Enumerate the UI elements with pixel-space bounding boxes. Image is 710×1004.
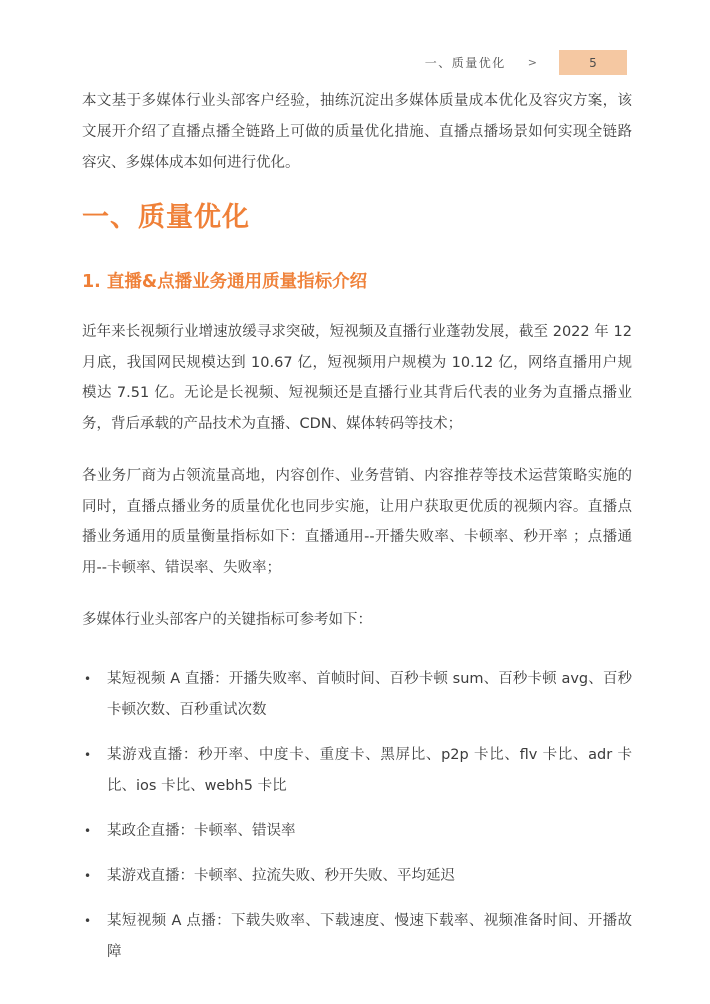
breadcrumb: 一、质量优化 [424,56,506,70]
body-paragraph: 各业务厂商为占领流量高地，内容创作、业务营销、内容推荐等技术运营策略实施的同时，直播点播业务的质量优化也同步实施，让用户获取更优质的视频内容。直播点播业务通用的质量衡量指标如下：直播通用--开播失败率、卡顿率、秒开率 ；点播通用--卡顿率、错误率、失败率； [82,468,632,576]
list-item-text: 某政企直播：卡顿率、错误率 [107,822,296,839]
body-paragraph: 近年来长视频行业增速放缓寻求突破，短视频及直播行业蓬勃发展，截至 2022 年 12 月底，我国网民规模达到 10.67 亿，短视频用户规模为 10.12 亿，网络直播用户规模达 7.51 亿。无论是长视频、短视频还是直播行业其背后代表的业务为直播点播业务，背后承载的产品技术为直播、CDN、媒体转码等技术； [82,324,632,432]
list-item [82,740,632,802]
breadcrumb-separator-icon: > [527,56,537,69]
page-content [82,86,632,968]
bullet-icon: • [84,671,92,686]
bullet-icon: • [84,823,92,838]
list-item [82,906,632,968]
kpi-bullet-list [82,664,632,968]
list-item [82,861,632,892]
intro-paragraph: 本文基于多媒体行业头部客户经验，抽练沉淀出多媒体质量成本优化及容灾方案，该文展开介绍了直播点播全链路上可做的质量优化措施、直播点播场景如何实现全链路容灾、多媒体成本如何进行优化。 [82,93,632,171]
list-item-text: 某短视频 A 点播：下载失败率、下载速度、慢速下载率、视频准备时间、开播故障 [107,912,632,960]
section-title: 一、质量优化 [82,202,250,233]
bullet-icon: • [84,868,92,883]
list-item-text: 某短视频 A 直播：开播失败率、首帧时间、百秒卡顿 sum、百秒卡顿 avg、百秒卡顿次数、百秒重试次数 [107,670,632,718]
subsection-title: 1. 直播&点播业务通用质量指标介绍 [82,272,368,292]
bullet-icon: • [84,747,92,762]
body-paragraph: 多媒体行业头部客户的关键指标可参考如下： [82,612,372,628]
list-item-text: 某游戏直播：卡顿率、拉流失败、秒开失败、平均延迟 [107,867,455,884]
list-item [82,816,632,847]
page-number-badge: 5 [559,50,627,75]
list-item-text: 某游戏直播：秒开率、中度卡、重度卡、黑屏比、p2p 卡比、flv 卡比、adr 卡比、ios 卡比、webh5 卡比 [107,746,632,794]
bullet-icon: • [84,913,92,928]
list-item [82,664,632,726]
page-header [425,50,627,75]
